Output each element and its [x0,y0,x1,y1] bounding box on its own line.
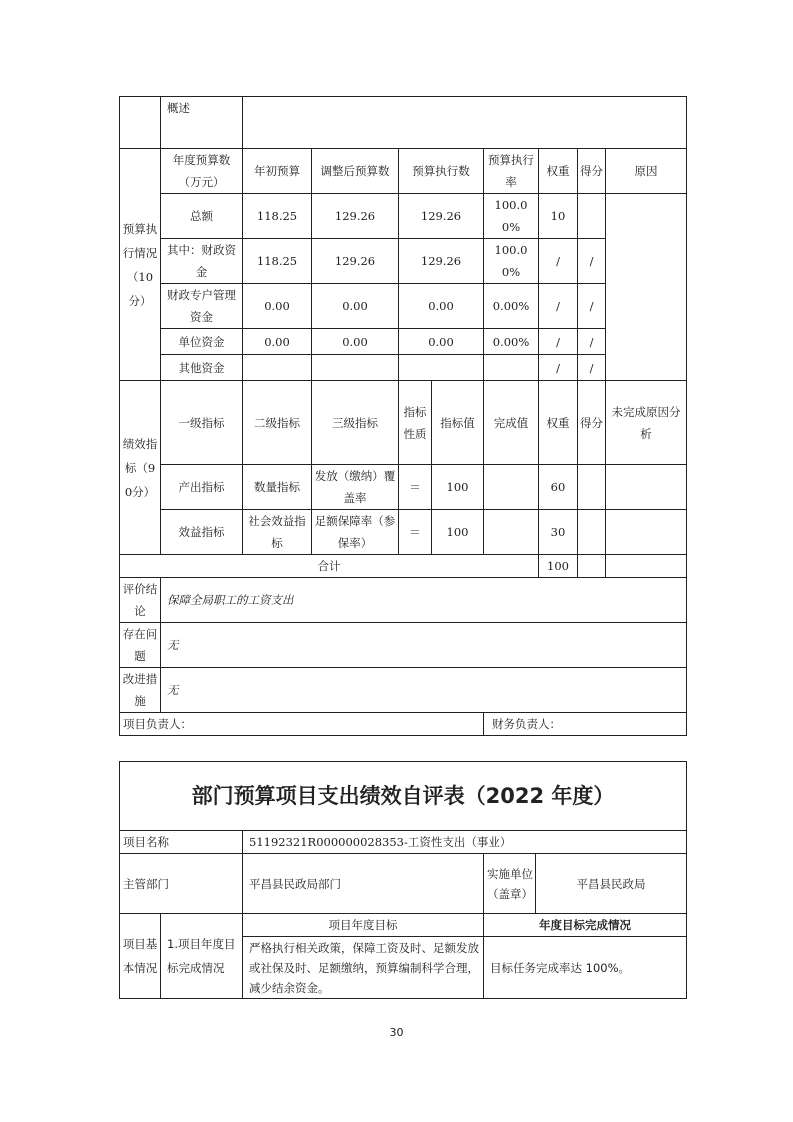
perf-score [578,510,606,555]
total-row [120,555,687,578]
perf-header: 二级指标 [243,381,312,465]
budget-weight: / [539,355,578,381]
goal-label: 1.项目年度目标完成情况 [161,914,243,999]
budget-row-name: 财政专户管理资金 [161,284,243,329]
perf-target: 100 [432,465,484,510]
budget-adjusted: 129.26 [312,239,399,284]
goal-value: 严格执行相关政策，保障工资及时、足额发放或社保及时、足额缴纳，预算编制科学合理，减少结余资金。 [243,937,484,999]
completion-header: 年度目标完成情况 [484,914,687,937]
total-label: 合计 [120,555,539,578]
perf-level1: 效益指标 [161,510,243,555]
improve-value: 无 [161,668,687,713]
budget-initial [243,355,312,381]
conclusion-row [120,578,687,623]
total-weight: 100 [539,555,578,578]
budget-row-name: 其他资金 [161,355,243,381]
improve-row [120,668,687,713]
budget-row-name: 单位资金 [161,329,243,355]
budget-executed: 0.00 [399,329,484,355]
budget-header: 预算执行率 [484,149,539,194]
budget-row [120,194,687,239]
perf-weight: 60 [539,465,578,510]
budget-weight: / [539,284,578,329]
self-evaluation-table [119,761,687,999]
perf-weight: 30 [539,510,578,555]
budget-reason [606,194,687,381]
budget-rate: 100.00% [484,194,539,239]
page-number: 30 [389,1026,404,1039]
perf-score [578,465,606,510]
conclusion-value: 保障全局职工的工资支出 [161,578,687,623]
budget-header: 调整后预算数 [312,149,399,194]
dept-value: 平昌县民政局部门 [243,854,484,914]
budget-rate: 100.00% [484,239,539,284]
budget-weight: / [539,239,578,284]
perf-section-label: 绩效指标（90分） [120,381,161,555]
budget-score [578,194,606,239]
unit-label: 实施单位（盖章） [484,854,536,914]
improve-label: 改进措施 [120,668,161,713]
budget-section-label: 预算执行情况（10分） [120,149,161,381]
unit-value: 平昌县民政局 [536,854,687,914]
project-name-row [120,831,687,854]
budget-header: 年度预算数（万元） [161,149,243,194]
budget-adjusted: 0.00 [312,284,399,329]
perf-level1: 产出指标 [161,465,243,510]
perf-row [120,465,687,510]
budget-score: / [578,284,606,329]
budget-header: 原因 [606,149,687,194]
budget-row-name: 其中：财政资金 [161,239,243,284]
basic-label: 项目基本情况 [120,914,161,999]
budget-header: 得分 [578,149,606,194]
project-lead-label: 项目负责人： [120,713,484,736]
project-name-value: 51192321R000000028353-工资性支出（事业） [243,831,687,854]
issues-row [120,623,687,668]
conclusion-label: 评价结论 [120,578,161,623]
issues-value: 无 [161,623,687,668]
budget-weight: 10 [539,194,578,239]
perf-nature: ＝ [399,510,432,555]
perf-header: 未完成原因分析 [606,381,687,465]
budget-score: / [578,355,606,381]
signature-row [120,713,687,736]
budget-header: 预算执行数 [399,149,484,194]
budget-row [120,284,687,329]
budget-header-row [120,149,687,194]
budget-score: / [578,329,606,355]
perf-header: 完成值 [484,381,539,465]
budget-row [120,239,687,284]
budget-initial: 0.00 [243,329,312,355]
perf-level3: 足额保障率（参保率） [312,510,399,555]
budget-initial: 118.25 [243,239,312,284]
perf-level2: 数量指标 [243,465,312,510]
budget-adjusted [312,355,399,381]
perf-reason [606,510,687,555]
issues-label: 存在问题 [120,623,161,668]
form-title: 部门预算项目支出绩效自评表（2022 年度） [120,762,687,831]
perf-header: 得分 [578,381,606,465]
finance-lead-label: 财务负责人： [484,713,687,736]
budget-row [120,329,687,355]
budget-executed [399,355,484,381]
overview-label: 概述 [161,97,243,149]
budget-row [120,355,687,381]
budget-weight: / [539,329,578,355]
dept-label: 主管部门 [120,854,243,914]
goal-header-row [120,914,687,937]
overview-row [120,97,687,149]
perf-header: 三级指标 [312,381,399,465]
department-row [120,854,687,914]
perf-level2: 社会效益指标 [243,510,312,555]
budget-header: 权重 [539,149,578,194]
budget-adjusted: 129.26 [312,194,399,239]
budget-executed: 129.26 [399,194,484,239]
budget-rate: 0.00% [484,284,539,329]
overview-value [243,97,687,149]
budget-executed: 0.00 [399,284,484,329]
perf-header: 权重 [539,381,578,465]
perf-header: 一级指标 [161,381,243,465]
perf-nature: ＝ [399,465,432,510]
perf-actual [484,510,539,555]
project-name-label: 项目名称 [120,831,243,854]
budget-initial: 0.00 [243,284,312,329]
perf-level3: 发放（缴纳）覆盖率 [312,465,399,510]
completion-value: 目标任务完成率达 100%。 [484,937,687,999]
budget-initial: 118.25 [243,194,312,239]
budget-rate: 0.00% [484,329,539,355]
budget-rate [484,355,539,381]
perf-target: 100 [432,510,484,555]
budget-executed: 129.26 [399,239,484,284]
perf-header-row [120,381,687,465]
goal-header: 项目年度目标 [243,914,484,937]
budget-adjusted: 0.00 [312,329,399,355]
budget-score: / [578,239,606,284]
perf-actual [484,465,539,510]
budget-header: 年初预算 [243,149,312,194]
perf-reason [606,465,687,510]
title-row [120,762,687,831]
performance-table [119,96,687,736]
budget-row-name: 总额 [161,194,243,239]
perf-header: 指标性质 [399,381,432,465]
perf-row [120,510,687,555]
perf-header: 指标值 [432,381,484,465]
